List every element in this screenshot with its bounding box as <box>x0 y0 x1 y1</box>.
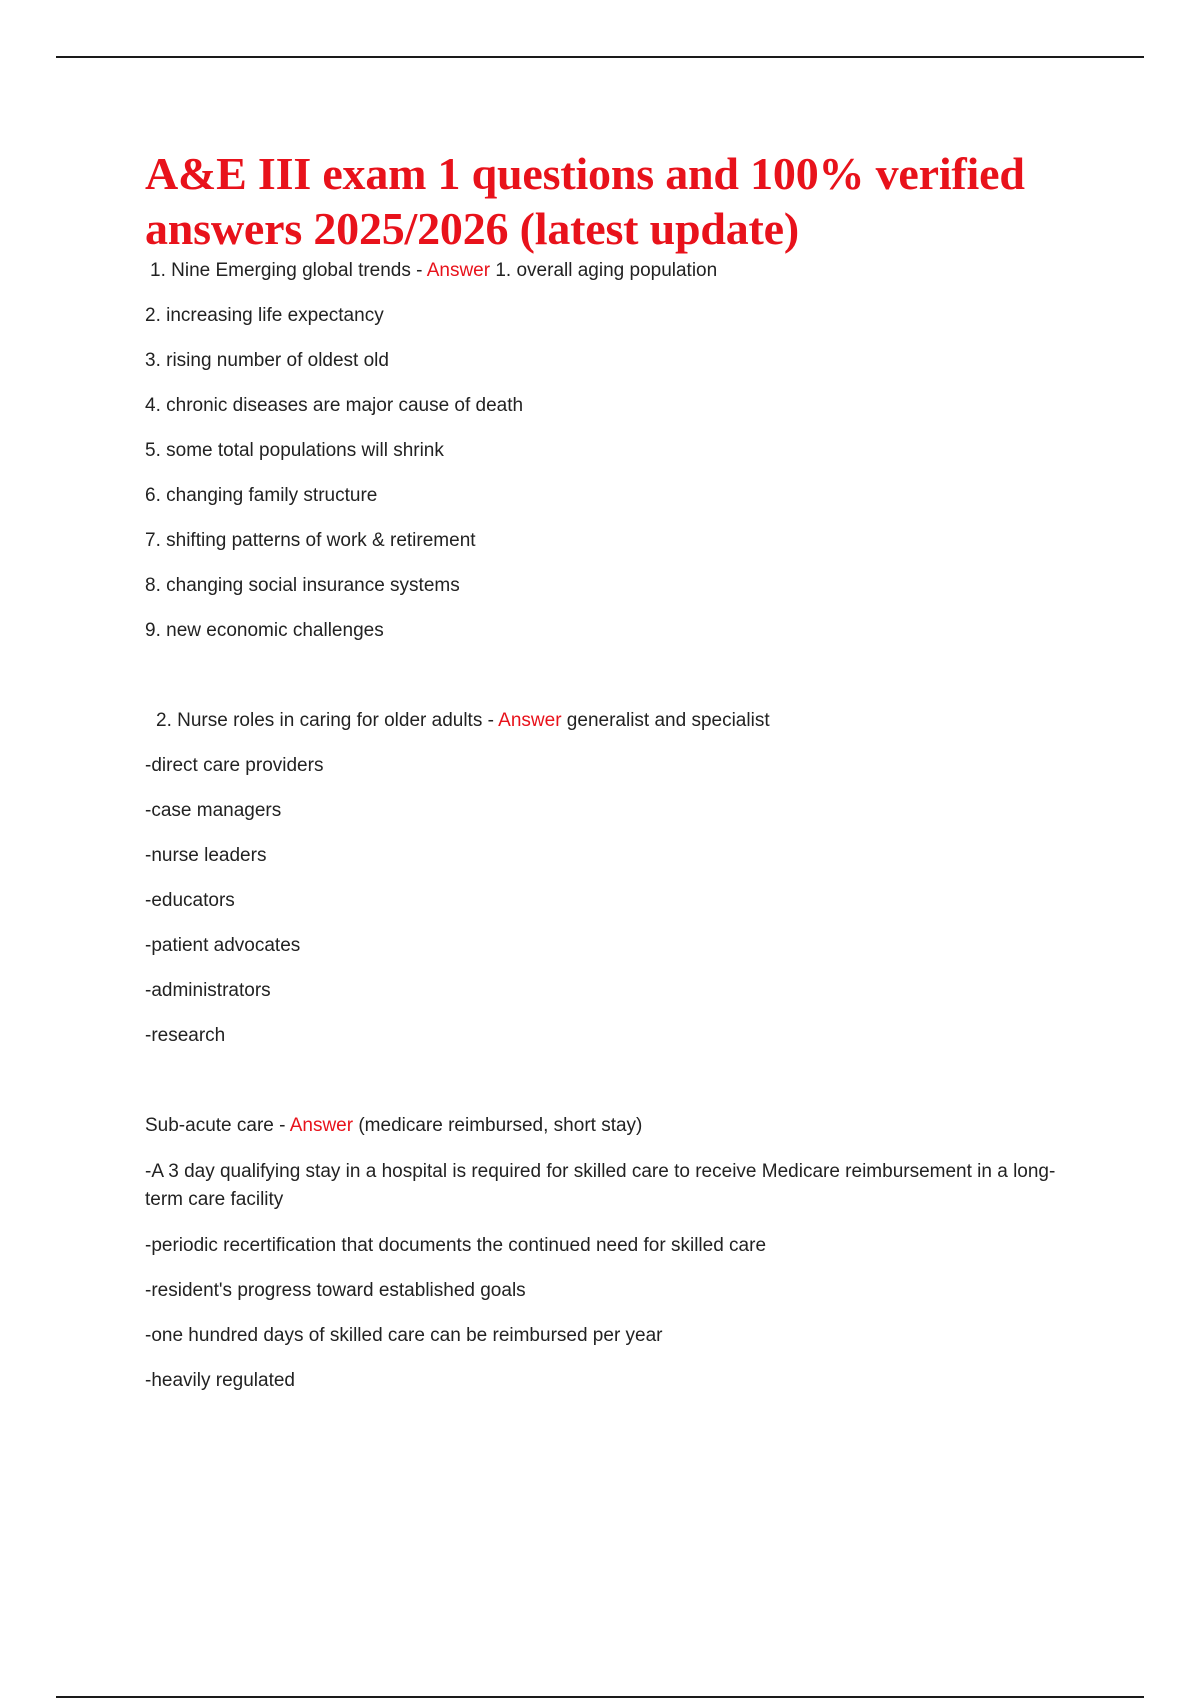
list-item: -A 3 day qualifying stay in a hospital is required for skilled care to receive Medicare reimbursement in a long-term care facility <box>145 1161 1056 1210</box>
list-item: -periodic recertification that documents the continued need for skilled care <box>145 1235 767 1256</box>
list-item: 2. increasing life expectancy <box>145 305 384 326</box>
document-title: A&E III exam 1 questions and 100% verified answers 2025/2026 (latest update) <box>145 148 1025 254</box>
list-item: -resident's progress toward established goals <box>145 1280 526 1301</box>
question-2-prompt: 2. Nurse roles in caring for older adults - <box>156 710 499 731</box>
list-item: -research <box>145 1025 226 1046</box>
list-item: 8. changing social insurance systems <box>145 575 460 596</box>
list-item: 3. rising number of oldest old <box>145 350 389 371</box>
list-item: 6. changing family structure <box>145 485 378 506</box>
list-item: -case managers <box>145 800 282 821</box>
question-1 <box>145 258 1085 284</box>
list-item: 9. new economic challenges <box>145 620 384 641</box>
list-item: -educators <box>145 890 235 911</box>
document-body <box>145 146 1085 1394</box>
list-item: -one hundred days of skilled care can be reimbursed per year <box>145 1325 663 1346</box>
bottom-rule <box>56 1696 1144 1698</box>
list-item: -direct care providers <box>145 755 324 776</box>
list-item: 4. chronic diseases are major cause of death <box>145 395 524 416</box>
question-2-answer: generalist and specialist <box>561 710 770 731</box>
question-2 <box>145 708 1085 734</box>
list-item: -administrators <box>145 980 271 1001</box>
list-item: -nurse leaders <box>145 845 267 866</box>
list-item: -heavily regulated <box>145 1370 295 1391</box>
list-item: 5. some total populations will shrink <box>145 440 444 461</box>
question-3-prompt: Sub-acute care - <box>145 1115 290 1136</box>
answer-label: Answer <box>289 1115 354 1136</box>
list-item: 7. shifting patterns of work & retirement <box>145 530 476 551</box>
answer-label: Answer <box>498 710 562 731</box>
answer-label: Answer <box>426 260 491 281</box>
question-3-answer: (medicare reimbursed, short stay) <box>353 1115 643 1136</box>
question-1-answer: 1. overall aging population <box>490 260 718 281</box>
top-rule <box>56 56 1144 58</box>
question-3 <box>145 1113 1085 1139</box>
list-item: -patient advocates <box>145 935 301 956</box>
question-1-prompt: 1. Nine Emerging global trends - <box>150 260 427 281</box>
